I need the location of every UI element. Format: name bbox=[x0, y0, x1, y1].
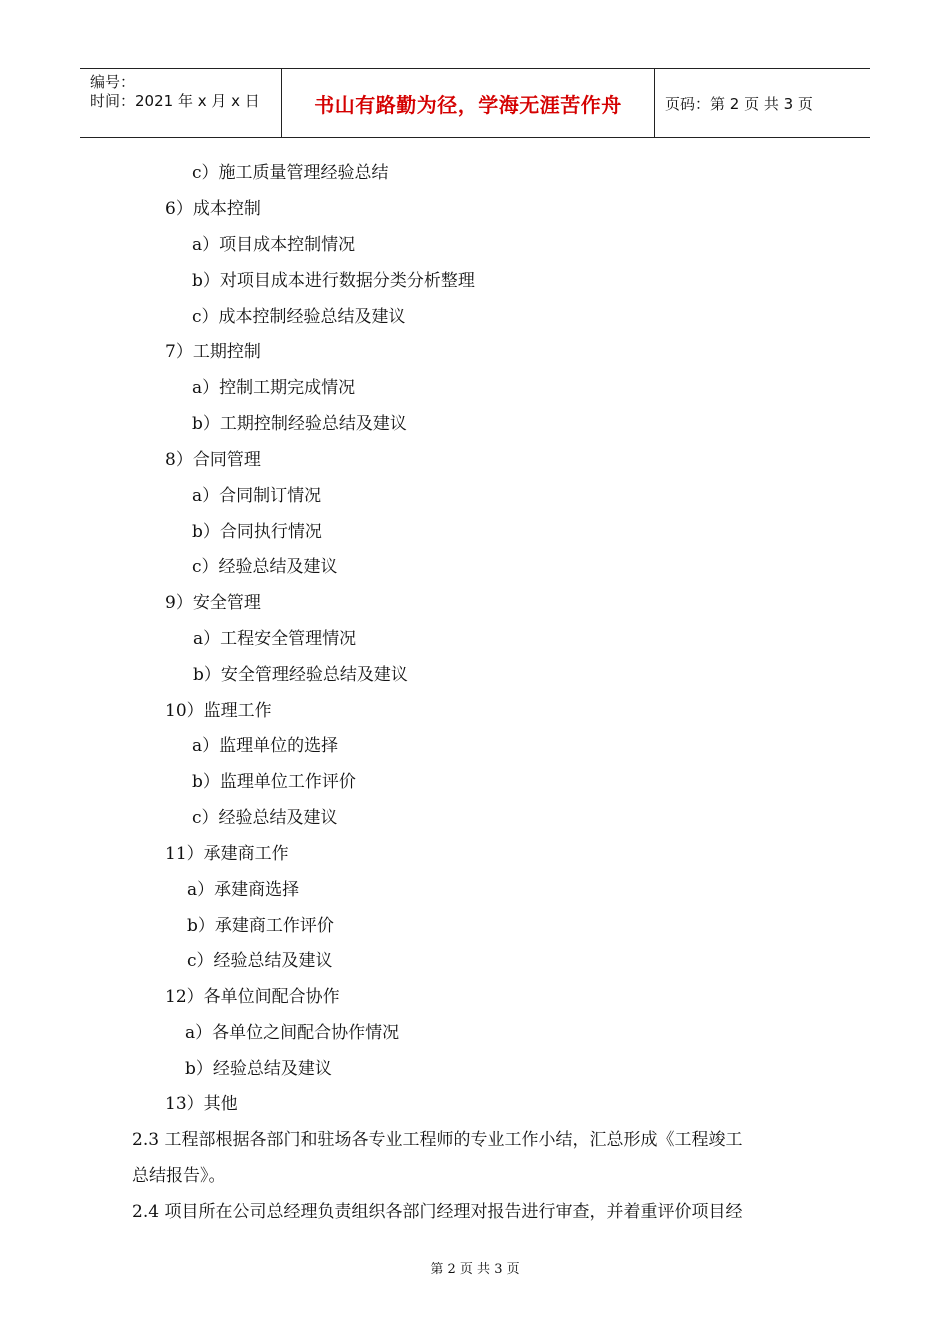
header-number-label: 编号： bbox=[90, 73, 136, 91]
paragraph-line: 2.4 项目所在公司总经理负责组织各部门经理对报告进行审查，并着重评价项目经 bbox=[132, 1202, 743, 1222]
list-item: a）各单位之间配合协作情况 bbox=[185, 1023, 400, 1043]
page-footer: 第 2 页 共 3 页 bbox=[430, 1262, 520, 1277]
list-item: c）经验总结及建议 bbox=[192, 808, 338, 828]
section-heading: 12）各单位间配合协作 bbox=[165, 987, 340, 1007]
list-item: b）对项目成本进行数据分类分析整理 bbox=[192, 271, 475, 291]
section-heading: 7）工期控制 bbox=[165, 342, 261, 362]
header-time-label: 时间：2021 年 x 月 x 日 bbox=[90, 92, 260, 110]
list-item: a）监理单位的选择 bbox=[192, 736, 339, 756]
list-item: a）控制工期完成情况 bbox=[192, 378, 356, 398]
list-item: b）合同执行情况 bbox=[192, 522, 322, 542]
list-item: b）承建商工作评价 bbox=[187, 916, 334, 936]
section-heading: 9）安全管理 bbox=[165, 593, 261, 613]
list-item: a）承建商选择 bbox=[187, 880, 300, 900]
section-heading: 13）其他 bbox=[165, 1094, 238, 1114]
list-item: c）成本控制经验总结及建议 bbox=[192, 307, 406, 327]
list-item: c）经验总结及建议 bbox=[187, 951, 333, 971]
section-heading: 11）承建商工作 bbox=[165, 844, 289, 864]
page-header bbox=[80, 68, 870, 138]
list-item: b）工期控制经验总结及建议 bbox=[192, 414, 407, 434]
list-item: c）施工质量管理经验总结 bbox=[192, 163, 389, 183]
list-item: a）合同制订情况 bbox=[192, 486, 322, 506]
paragraph-line: 2.3 工程部根据各部门和驻场各专业工程师的专业工作小结，汇总形成《工程竣工 bbox=[132, 1130, 743, 1150]
list-item: a）项目成本控制情况 bbox=[192, 235, 356, 255]
header-motto: 书山有路勤为径，学海无涯苦作舟 bbox=[282, 69, 655, 137]
list-item: b）安全管理经验总结及建议 bbox=[193, 665, 408, 685]
list-item: c）经验总结及建议 bbox=[192, 557, 338, 577]
list-item: b）监理单位工作评价 bbox=[192, 772, 356, 792]
section-heading: 6）成本控制 bbox=[165, 199, 261, 219]
header-page-info: 页码：第 2 页 共 3 页 bbox=[665, 94, 813, 113]
paragraph-line: 总结报告》。 bbox=[132, 1166, 226, 1186]
header-meta bbox=[80, 69, 282, 137]
list-item: b）经验总结及建议 bbox=[185, 1059, 332, 1079]
list-item: a）工程安全管理情况 bbox=[193, 629, 357, 649]
section-heading: 10）监理工作 bbox=[165, 701, 272, 721]
section-heading: 8）合同管理 bbox=[165, 450, 261, 470]
